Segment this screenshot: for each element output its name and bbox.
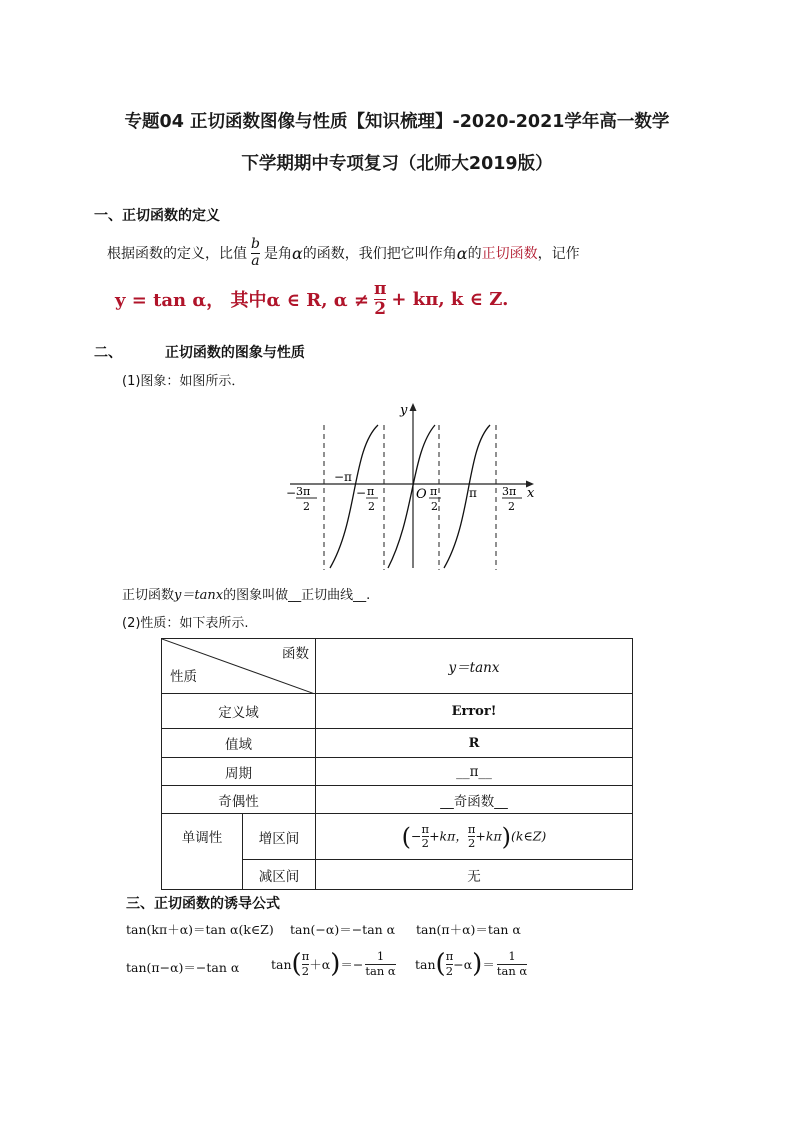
document-title-line1: 专题04 正切函数图像与性质【知识梳理】-2020-2021学年高一数学 (124, 112, 670, 132)
f5-eq: ＝− (340, 957, 364, 972)
increasing-interval: (− $\frac{\pi}{2}$ +kπ， $\frac{\pi}{2}$ +kπ)(k∈Z) (316, 814, 633, 860)
corner-bottom-label: 性质 (170, 669, 197, 685)
f6-eq: ＝ (482, 957, 495, 972)
function-header-cell (316, 639, 633, 694)
three-pi-half-den: 2 (508, 500, 515, 513)
formula-fraction (374, 280, 386, 318)
f6-rhs-fraction (497, 950, 527, 977)
f6-rhs-den: tan α (496, 963, 528, 978)
decreasing-label: 减区间 (243, 860, 316, 890)
properties-table (161, 638, 633, 890)
f5-frac-den: 2 (301, 963, 310, 978)
curve-text-fn: y＝tan (174, 588, 216, 603)
f5-frac-num: π (301, 949, 310, 964)
pi-half-den: 2 (431, 500, 438, 513)
inc-frac2-den: 2 (467, 836, 476, 850)
f6-mid: −α (453, 956, 473, 972)
y-axis-arrow (410, 403, 417, 411)
decreasing-value: 无 (316, 860, 633, 890)
pi-label: π (469, 486, 477, 500)
curve-text-a: 正切函数 (122, 588, 175, 603)
neg-pi-label: −π (334, 470, 352, 484)
curve-text-b: 的图象叫做 (223, 588, 289, 603)
y-axis-label: y (400, 403, 408, 418)
section2-heading (94, 342, 305, 362)
induction-formula-1: tan(kπ＋α)＝tan α(k∈Z) (126, 922, 274, 937)
corner-top-label: 函数 (282, 646, 309, 662)
definition-formula (115, 276, 508, 322)
f5-pre: tan (271, 956, 292, 972)
f6-frac-num: π (445, 949, 454, 964)
tangent-branch-right (444, 425, 490, 568)
formula-numerator: π (373, 278, 387, 299)
origin-label: O (416, 487, 427, 502)
neg-three-pi-half-den: 2 (303, 500, 310, 513)
f5-rhs-fraction (365, 950, 395, 977)
inc-fraction-1 (422, 823, 430, 850)
row-label-period: 周期 (162, 758, 316, 786)
induction-formula-6: tan ( $\frac{\pi}{2}$ −α ) ＝ $\frac{1}{\text{tan α}}$ (415, 949, 528, 979)
tangent-graph (280, 395, 545, 575)
row-value-parity: __奇函数__ (316, 786, 633, 814)
tangent-branch-center (388, 425, 438, 568)
inc-frac2-num: π (467, 821, 476, 836)
induction-formula-2: tan(−α)＝−tan α (290, 922, 396, 937)
f5-rhs-num: 1 (376, 949, 385, 964)
induction-formula-5: tan ( $\frac{\pi}{2}$ ＋α ) ＝− $\frac{1}{\text{tan α}}$ (271, 949, 396, 979)
inc-frac1-num: π (421, 821, 430, 836)
row-value-range: R (316, 729, 633, 758)
formula-denominator: 2 (374, 298, 387, 319)
definition-text-e: ，记作 (537, 246, 580, 262)
definition-text-d: 的 (467, 246, 482, 262)
section2-heading-text: 正切函数的图象与性质 (164, 345, 305, 361)
f6-pre: tan (415, 956, 436, 972)
definition-text-a: 根据函数的定义，比值 (107, 246, 247, 262)
table-row (162, 729, 633, 758)
properties-caption: (2)性质：如下表所示. (122, 616, 249, 631)
f5-mid: ＋α (309, 957, 331, 972)
row-label-parity: 奇偶性 (162, 786, 316, 814)
f5-fraction (302, 950, 310, 977)
x-axis-label: x (527, 486, 535, 501)
f6-rhs-num: 1 (508, 949, 516, 964)
neg-pi-half-num: π (367, 485, 375, 498)
formula-left: y = tan α， 其中α ∈ R, α ≠ (115, 290, 369, 311)
curve-blank: __正切曲线__ (288, 588, 367, 603)
f6-fraction (446, 950, 454, 977)
row-label-range: 值域 (162, 729, 316, 758)
table-row (162, 694, 633, 729)
neg-three-pi-half-num: 3π (296, 485, 311, 498)
f5-rhs-den: tan α (365, 963, 396, 978)
neg-pi-half-sign: − (356, 486, 367, 500)
row-value-domain: Error! (316, 694, 633, 729)
f6-frac-den: 2 (445, 963, 454, 978)
table-row (162, 786, 633, 814)
pi-half-num: π (430, 485, 438, 498)
document-title-line2: 下学期期中专项复习（北师大2019版） (241, 154, 553, 174)
neg-pi-half-den: 2 (368, 500, 375, 513)
section3-heading: 三、正切函数的诱导公式 (126, 896, 280, 912)
table-corner-cell (162, 639, 316, 694)
ratio-numerator: b (251, 236, 260, 253)
function-header: y＝tanx (448, 660, 500, 676)
tangent-curve-sentence (122, 584, 370, 603)
tangent-function-term: 正切函数 (481, 246, 538, 262)
alpha-symbol: α (291, 243, 303, 263)
section2-heading-number: 二、 (94, 345, 122, 361)
induction-formula-4: tan(π−α)＝−tan α (126, 960, 240, 975)
inc-frac1-den: 2 (421, 836, 429, 850)
row-label-domain: 定义域 (162, 694, 316, 729)
monotonicity-label: 单调性 (162, 814, 243, 890)
alpha-symbol-2: α (456, 243, 468, 263)
row-value-period: __π__ (316, 758, 633, 786)
inc-end: +kπ (475, 828, 502, 843)
inc-neg-sign: − (411, 828, 422, 843)
definition-text-b: 是角 (263, 246, 292, 262)
ratio-denominator: a (251, 252, 260, 269)
curve-text-x: x (215, 588, 224, 603)
table-header-row (162, 639, 633, 694)
curve-end: . (366, 588, 371, 603)
definition-text-c: 的函数，我们把它叫作角 (302, 246, 457, 262)
three-pi-half-num: 3π (502, 485, 517, 498)
inc-k: (k∈Z) (511, 828, 547, 843)
section1-heading: 一、正切函数的定义 (94, 208, 220, 224)
table-row (162, 814, 633, 860)
inc-mid: +kπ， (429, 828, 468, 843)
formula-right: + kπ, k ∈ Z. (391, 288, 509, 310)
table-row (162, 758, 633, 786)
graph-caption: (1)图象：如图所示． (122, 374, 245, 389)
increasing-label: 增区间 (243, 814, 316, 860)
definition-paragraph (107, 232, 580, 274)
induction-formula-3: tan(π＋α)＝tan α (416, 922, 521, 937)
ratio-fraction (251, 237, 260, 269)
neg-three-pi-half-sign: − (286, 486, 297, 500)
